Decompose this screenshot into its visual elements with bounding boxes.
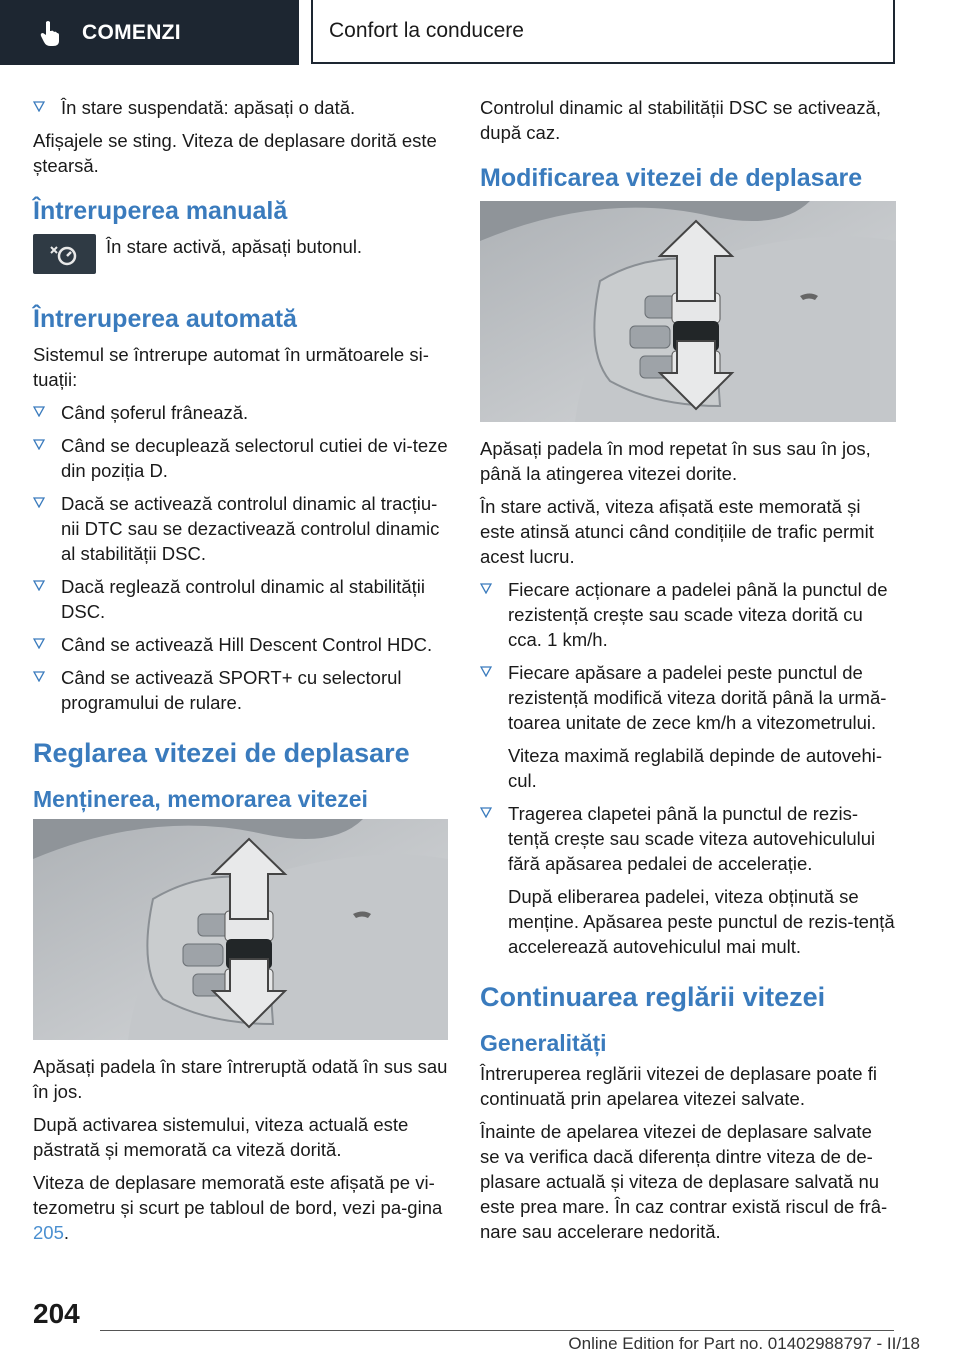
heading-manual-interrupt: Întreruperea manuală <box>33 197 288 225</box>
section-header <box>311 0 895 64</box>
edition-text: Online Edition for Part no. 01402988797 - II/18 <box>568 1334 920 1353</box>
bullet-item <box>480 577 896 652</box>
bullet-text: Când se activează Hill Descent Control HDC. <box>61 634 433 655</box>
bullet-triangle-icon <box>33 496 45 508</box>
chapter-tab-label: COMENZI <box>82 20 181 44</box>
bullet-item <box>480 801 896 876</box>
heading-auto-interrupt: Întreruperea automată <box>33 305 297 333</box>
steering-wheel-paddle-image <box>480 201 896 422</box>
manual-interrupt-text: În stare activă, apăsați butonul. <box>106 236 363 257</box>
manual-interrupt-row <box>33 234 448 274</box>
chapter-tab[interactable] <box>0 0 299 65</box>
heading-general: Generalități <box>480 1030 607 1056</box>
bullet-triangle-icon <box>33 670 45 682</box>
bullet-text: Fiecare acționare a padelei până la punctul de rezistență crește sau scade viteza dorită cu cca. 1 km/h. <box>508 579 888 650</box>
bullet-text: În stare suspendată: apăsați o dată. <box>61 97 356 118</box>
section-title: Confort la conducere <box>329 19 524 42</box>
bullet-note: Viteza maximă reglabilă depinde de autovehi-cul. <box>508 745 883 791</box>
page-number: 204 <box>33 1298 80 1329</box>
paragraph: Sistemul se întrerupe automat în următoarele si-tuații: <box>33 344 429 390</box>
paragraph: Apăsați padela în mod repetat în sus sau în jos, până la atingerea vitezei dorite. <box>480 438 871 484</box>
bullet-item <box>33 574 448 624</box>
steering-wheel-paddle-image <box>33 819 448 1040</box>
bullet-item <box>33 632 448 657</box>
page-reference-link[interactable]: 205 <box>33 1222 64 1243</box>
bullet-text: Dacă se activează controlul dinamic al tracțiu-nii DTC sau se dezactivează controlul dinamic al stabilității DSC. <box>61 493 440 564</box>
paragraph-suffix: . <box>63 1222 70 1243</box>
bullet-triangle-icon <box>480 582 492 594</box>
footer-divider <box>100 1330 894 1331</box>
paragraph: Înainte de apelarea vitezei de deplasare salvate se va verifica dacă diferența dintre viteza de de-plasare actuală și viteza de deplasare salvată nu este prea mare. În caz contrar există riscul de frâ-nare sau accelerare nedorită. <box>480 1121 888 1242</box>
pointing-hand-icon <box>40 20 60 46</box>
bullet-item <box>33 400 448 425</box>
bullet-item <box>33 433 448 483</box>
heading-resume-speed: Continuarea reglării vitezei <box>480 982 826 1012</box>
paragraph: Apăsați padela în stare întreruptă odată în sus sau în jos. <box>33 1056 448 1102</box>
bullet-text: Când șoferul frânează. <box>61 402 249 423</box>
paragraph: Afișajele se sting. Viteza de deplasare dorită este ștearsă. <box>33 130 437 176</box>
bullet-triangle-icon <box>33 405 45 417</box>
bullet-triangle-icon <box>480 806 492 818</box>
bullet-text: Tragerea clapetei până la punctul de rezis-tență crește sau scade viteza autovehiculului fără apăsarea pedalei de accelerație. <box>508 803 876 874</box>
cruise-control-button-icon <box>33 234 96 274</box>
paragraph: Întreruperea reglării vitezei de deplasare poate fi continuată prin apelarea vitezei salvate. <box>480 1063 877 1109</box>
bullet-item <box>33 95 448 120</box>
paragraph: După activarea sistemului, viteza actuală este păstrată și memorată ca viteză dorită. <box>33 1114 409 1160</box>
paragraph-with-link <box>33 1170 448 1245</box>
bullet-item <box>33 665 448 715</box>
right-column <box>480 95 896 1252</box>
bullet-triangle-icon <box>33 637 45 649</box>
bullet-item <box>33 491 448 566</box>
left-column <box>33 95 448 1253</box>
paragraph-text: Viteza de deplasare memorată este afișată pe vi-tezometru și scurt pe tabloul de bord, vezi pa-gina <box>33 1172 443 1218</box>
bullet-triangle-icon <box>33 100 45 112</box>
bullet-triangle-icon <box>33 579 45 591</box>
bullet-text: Dacă reglează controlul dinamic al stabilității DSC. <box>61 576 426 622</box>
heading-maintain-speed: Menținerea, memorarea vitezei <box>33 786 368 812</box>
heading-speed-control: Reglarea vitezei de deplasare <box>33 738 410 768</box>
paragraph: Controlul dinamic al stabilității DSC se activează, după caz. <box>480 97 882 143</box>
bullet-text: Când se activează SPORT+ cu selectorul programului de rulare. <box>61 667 402 713</box>
bullet-text: Când se decuplează selectorul cutiei de vi-teze din poziția D. <box>61 435 448 481</box>
bullet-triangle-icon <box>480 665 492 677</box>
bullet-triangle-icon <box>33 438 45 450</box>
auto-interrupt-list <box>33 400 448 715</box>
bullet-text: Fiecare apăsare a padelei peste punctul de rezistență modifică viteza dorită până la urmă-toarea unitate de zece km/h a vitezometrului. <box>508 662 887 733</box>
bullet-note: După eliberarea padelei, viteza obținută se menține. Apăsarea peste punctul de rezis-tență accelerează autovehiculul mai mult. <box>508 886 895 957</box>
bullet-item <box>480 660 896 735</box>
heading-change-speed: Modificarea vitezei de deplasare <box>480 164 863 192</box>
paragraph: În stare activă, viteza afișată este memorată și este atinsă atunci când condițiile de trafic permit acest lucru. <box>480 496 874 567</box>
